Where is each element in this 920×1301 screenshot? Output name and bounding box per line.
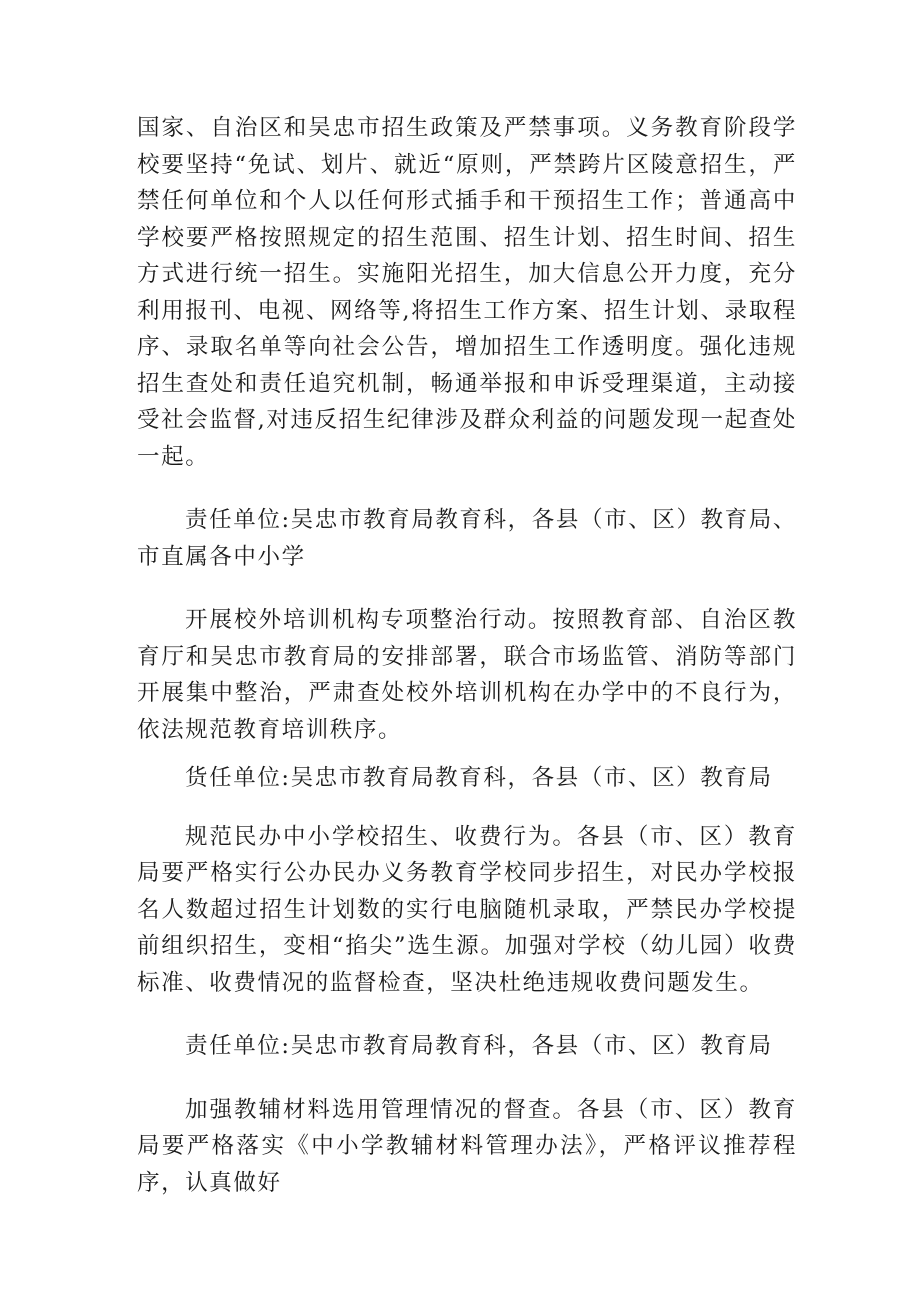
- paragraph-teaching-materials: 加强教辅材料选用管理情况的督查。各县（市、区）教育局要严格落实《中小学教辅材料管理办法》，严格评议推荐程序，认真做好: [137, 1096, 797, 1196]
- document-body: [137, 110, 797, 1201]
- paragraph-responsible-unit-1: 责任单位:吴忠市教育局教育科，各县（市、区）教育局、市直属各中小学: [137, 507, 797, 570]
- paragraph-training-rectification: 开展校外培训机构专项整治行动。按照教育部、自治区教育厅和吴忠市教育局的安排部署，联合市场监管、消防等部门开展集中整治，严肃查处校外培训机构在办学中的不良行为，依法规范教育培训秩序。: [137, 607, 797, 743]
- paragraph-private-school-enrollment: 规范民办中小学校招生、收费行为。各县（市、区）教育局要严格实行公办民办义务教育学校同步招生，对民办学校报名人数超过招生计划数的实行电脑随机录取，严禁民办学校提前组织招生，变相“掐尖”选生源。加强对学校（幼儿园）收费标准、收费情况的监督检查，坚决杜绝违规收费问题发生。: [137, 823, 797, 996]
- paragraph-responsible-unit-3: 责任单位:吴忠市教育局教育科，各县（市、区）教育局: [185, 1033, 773, 1059]
- paragraph-responsible-unit-2: 货任单位:吴忠市教育局教育科，各县（市、区）教育局: [185, 765, 773, 791]
- paragraph-enrollment-policy: 国家、自治区和吴忠市招生政策及严禁事项。义务教育阶段学校要坚持“免试、划片、就近“原则，严禁跨片区陵意招生，严禁任何单位和个人以任何形式插手和干预招生工作；普通高中学校要严格按照规定的招生范围、招生计划、招生时间、招生方式进行统一招生。实施阳光招生，加大信息公开力度，充分利用报刊、电视、网络等,将招生工作方案、招生计划、录取程序、录取名单等向社会公告，增加招生工作透明度。强化违规招生查处和责任追究机制，畅通举报和申诉受理渠道，主动接受社会监督,对违反招生纪律涉及群众利益的问题发现一起查处一起。: [137, 115, 797, 470]
